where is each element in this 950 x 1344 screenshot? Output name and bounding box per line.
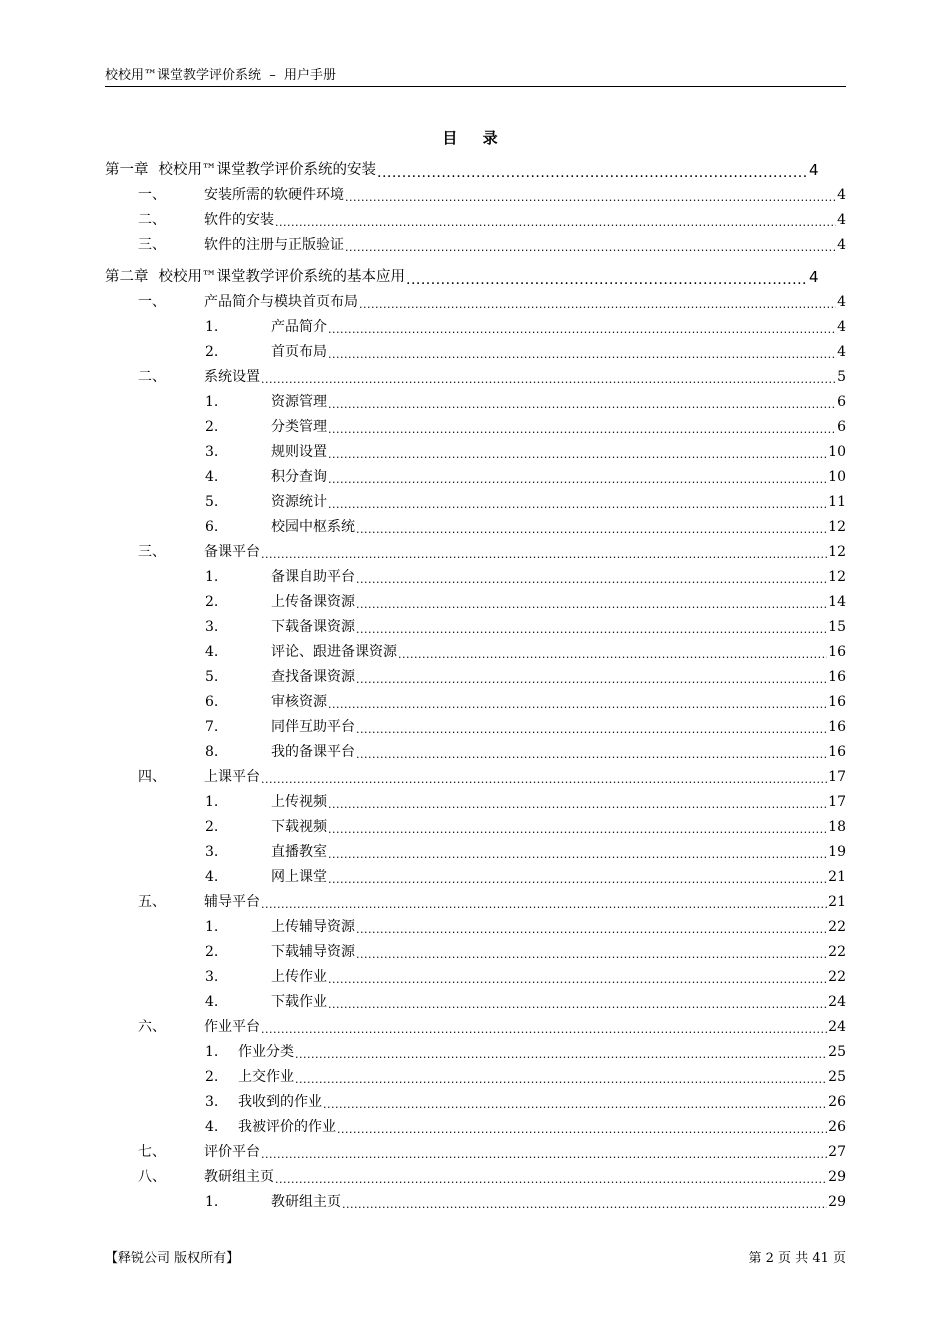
toc-dot-leader: [328, 343, 836, 361]
toc-entry[interactable]: [105, 1039, 846, 1064]
toc-dot-leader: [328, 393, 836, 411]
toc-entry-page: 29: [828, 1169, 846, 1185]
toc-entry-title: 下载辅导资源: [271, 944, 355, 960]
toc-chapter-entry[interactable]: [105, 257, 846, 289]
toc-entry-title: 产品简介: [271, 319, 327, 335]
toc-dot-leader: [328, 418, 836, 436]
toc-entry[interactable]: [105, 314, 846, 339]
toc-entry-title: 安装所需的软硬件环境: [204, 187, 344, 203]
toc-entry-page: 21: [828, 869, 846, 885]
page-footer: [105, 1249, 846, 1269]
toc-entry-page: 12: [828, 519, 846, 535]
toc-dot-leader: [328, 968, 827, 986]
toc-entry-page: 26: [828, 1119, 846, 1135]
toc-entry[interactable]: [105, 914, 846, 939]
toc-dot-leader: [328, 818, 827, 836]
toc-entry[interactable]: [105, 739, 846, 764]
toc-entry-number: 2.: [205, 594, 219, 610]
toc-dot-leader: [261, 543, 827, 561]
toc-entry-page: 18: [828, 819, 846, 835]
toc-dot-leader: [345, 236, 836, 254]
toc-entry-title: 上课平台: [204, 769, 260, 785]
toc-chapter-entry[interactable]: [105, 150, 846, 182]
toc-entry-number: 2.: [205, 344, 219, 360]
toc-entry-title: 软件的注册与正版验证: [204, 237, 344, 253]
toc-entry[interactable]: [105, 1164, 846, 1189]
toc-entry-number: 2.: [205, 819, 219, 835]
toc-entry-number: 六、: [138, 1019, 166, 1035]
toc-dot-leader: [345, 186, 836, 204]
toc-entry[interactable]: [105, 289, 846, 314]
toc-dot-leader: [261, 768, 827, 786]
footer-copyright: 【释锐公司 版权所有】: [105, 1251, 240, 1266]
toc-dot-leader: [328, 843, 827, 861]
toc-entry-title: 资源统计: [271, 494, 327, 510]
toc-dot-leader: [261, 1143, 827, 1161]
toc-dot-leader: [328, 993, 827, 1011]
toc-entry-number: 3.: [205, 844, 219, 860]
toc-entry-page: 4: [809, 161, 819, 179]
toc-entry-page: 25: [828, 1069, 846, 1085]
toc-dot-leader: [275, 1168, 827, 1186]
toc-entry-number: 1.: [205, 319, 219, 335]
toc-entry-page: 4: [809, 268, 819, 286]
toc-dot-leader: [261, 893, 827, 911]
toc-entry-page: 15: [828, 619, 846, 635]
toc-entry[interactable]: [105, 1114, 846, 1139]
toc-entry-title: 分类管理: [271, 419, 327, 435]
toc-entry-number: 1.: [205, 794, 219, 810]
toc-entry[interactable]: [105, 589, 846, 614]
table-of-contents: [105, 150, 846, 1214]
toc-dot-leader: [328, 493, 827, 511]
toc-entry-title: 我收到的作业: [238, 1094, 322, 1110]
toc-dot-leader: [328, 693, 827, 711]
toc-entry-page: 4: [837, 344, 846, 360]
toc-entry[interactable]: [105, 989, 846, 1014]
toc-entry-page: 17: [828, 794, 846, 810]
toc-entry-page: 24: [828, 1019, 846, 1035]
toc-dot-leader: [342, 1193, 827, 1211]
toc-entry[interactable]: [105, 182, 846, 207]
toc-entry-number: 五、: [138, 894, 166, 910]
toc-dot-leader: [398, 643, 827, 661]
toc-entry-title: 上传作业: [271, 969, 327, 985]
toc-entry-page: 22: [828, 969, 846, 985]
toc-entry-number: 2.: [205, 419, 219, 435]
toc-entry-number: 七、: [138, 1144, 166, 1160]
toc-entry-number: 5.: [205, 494, 219, 510]
toc-entry[interactable]: [105, 889, 846, 914]
toc-entry[interactable]: [105, 1014, 846, 1039]
toc-entry[interactable]: [105, 514, 846, 539]
toc-dot-leader: [356, 618, 827, 636]
toc-entry-title: 网上课堂: [271, 869, 327, 885]
toc-entry-page: 29: [828, 1194, 846, 1210]
toc-dot-leader: [328, 793, 827, 811]
toc-dot-leader: [295, 1068, 827, 1086]
toc-entry[interactable]: [105, 689, 846, 714]
toc-entry-number: 4.: [205, 644, 219, 660]
toc-entry-number: 二、: [138, 369, 166, 385]
toc-entry-title: 校校用™课堂教学评价系统的安装: [158, 162, 376, 178]
toc-entry[interactable]: [105, 1089, 846, 1114]
toc-entry-number: 第二章: [105, 269, 149, 285]
toc-entry-title: 我的备课平台: [271, 744, 355, 760]
toc-entry[interactable]: [105, 489, 846, 514]
toc-entry[interactable]: [105, 564, 846, 589]
toc-entry-number: 1.: [205, 919, 219, 935]
toc-entry-title: 辅导平台: [204, 894, 260, 910]
toc-entry[interactable]: [105, 614, 846, 639]
toc-entry-title: 下载备课资源: [271, 619, 355, 635]
toc-dot-leader: [356, 943, 827, 961]
toc-entry-page: 27: [828, 1144, 846, 1160]
toc-entry-title: 作业平台: [204, 1019, 260, 1035]
toc-dot-leader: [337, 1118, 827, 1136]
toc-entry[interactable]: [105, 839, 846, 864]
toc-entry-page: 16: [828, 669, 846, 685]
toc-dot-leader: [295, 1043, 827, 1061]
toc-entry-page: 17: [828, 769, 846, 785]
toc-entry-title: 同伴互助平台: [271, 719, 355, 735]
toc-dot-leader: [356, 918, 827, 936]
toc-entry-number: 4.: [205, 1119, 219, 1135]
toc-entry-title: 评价平台: [204, 1144, 260, 1160]
toc-entry[interactable]: [105, 207, 846, 232]
toc-dot-leader: [377, 161, 808, 179]
toc-dot-leader: [328, 443, 827, 461]
toc-entry[interactable]: [105, 939, 846, 964]
toc-dot-leader: [328, 318, 836, 336]
toc-entry-title: 作业分类: [238, 1044, 294, 1060]
toc-entry-page: 16: [828, 744, 846, 760]
toc-entry-page: 25: [828, 1044, 846, 1060]
toc-entry-title: 教研组主页: [271, 1194, 341, 1210]
toc-entry-number: 一、: [138, 187, 166, 203]
toc-entry-page: 22: [828, 919, 846, 935]
toc-entry-page: 6: [837, 419, 846, 435]
toc-entry-page: 4: [837, 212, 846, 228]
toc-entry-number: 3.: [205, 1094, 219, 1110]
toc-entry-title: 积分查询: [271, 469, 327, 485]
toc-dot-leader: [356, 668, 827, 686]
toc-entry[interactable]: [105, 764, 846, 789]
toc-entry-title: 校园中枢系统: [271, 519, 355, 535]
toc-entry-page: 16: [828, 719, 846, 735]
toc-entry-page: 5: [837, 369, 846, 385]
toc-entry-page: 12: [828, 544, 846, 560]
toc-entry[interactable]: [105, 639, 846, 664]
toc-entry-page: 4: [837, 319, 846, 335]
toc-entry-title: 下载视频: [271, 819, 327, 835]
toc-entry[interactable]: [105, 539, 846, 564]
toc-entry-title: 评论、跟进备课资源: [271, 644, 397, 660]
toc-entry-title: 备课自助平台: [271, 569, 355, 585]
toc-entry-page: 26: [828, 1094, 846, 1110]
toc-entry-title: 上传视频: [271, 794, 327, 810]
toc-entry[interactable]: [105, 964, 846, 989]
toc-entry[interactable]: [105, 364, 846, 389]
toc-dot-leader: [356, 568, 827, 586]
toc-entry-page: 11: [828, 494, 846, 510]
toc-entry-page: 19: [828, 844, 846, 860]
toc-entry-page: 4: [837, 187, 846, 203]
toc-entry-number: 5.: [205, 669, 219, 685]
toc-entry-title: 审核资源: [271, 694, 327, 710]
toc-entry[interactable]: [105, 714, 846, 739]
toc-entry-page: 16: [828, 644, 846, 660]
toc-entry-title: 首页布局: [271, 344, 327, 360]
toc-entry-number: 6.: [205, 519, 219, 535]
toc-dot-leader: [328, 868, 827, 886]
toc-entry[interactable]: [105, 439, 846, 464]
toc-dot-leader: [356, 743, 827, 761]
toc-entry-page: 10: [828, 469, 846, 485]
toc-entry-title: 规则设置: [271, 444, 327, 460]
toc-dot-leader: [356, 593, 827, 611]
toc-entry-page: 10: [828, 444, 846, 460]
toc-entry-page: 16: [828, 694, 846, 710]
toc-entry-page: 12: [828, 569, 846, 585]
toc-title: 目 录: [442, 129, 508, 147]
toc-entry-title: 查找备课资源: [271, 669, 355, 685]
toc-entry-number: 1.: [205, 1194, 219, 1210]
toc-entry-title: 我被评价的作业: [238, 1119, 336, 1135]
toc-entry-number: 三、: [138, 544, 166, 560]
toc-entry-number: 四、: [138, 769, 166, 785]
toc-entry-number: 3.: [205, 444, 219, 460]
toc-dot-leader: [261, 368, 836, 386]
toc-dot-leader: [356, 718, 827, 736]
toc-entry-number: 3.: [205, 619, 219, 635]
toc-entry-title: 校校用™课堂教学评价系统的基本应用: [158, 269, 405, 285]
toc-entry-number: 三、: [138, 237, 166, 253]
toc-entry[interactable]: [105, 232, 846, 257]
page-header: 校校用™课堂教学评价系统 – 用户手册: [105, 66, 846, 87]
toc-entry-title: 教研组主页: [204, 1169, 274, 1185]
toc-entry[interactable]: [105, 464, 846, 489]
toc-entry-title: 备课平台: [204, 544, 260, 560]
toc-entry-number: 2.: [205, 944, 219, 960]
toc-entry-page: 14: [828, 594, 846, 610]
toc-entry-number: 一、: [138, 294, 166, 310]
toc-entry-number: 1.: [205, 569, 219, 585]
toc-entry[interactable]: [105, 1189, 846, 1214]
toc-entry-title: 上传备课资源: [271, 594, 355, 610]
toc-entry-number: 4.: [205, 469, 219, 485]
toc-dot-leader: [323, 1093, 827, 1111]
toc-dot-leader: [261, 1018, 827, 1036]
toc-entry-title: 上交作业: [238, 1069, 294, 1085]
toc-entry-number: 8.: [205, 744, 219, 760]
toc-entry-page: 4: [837, 237, 846, 253]
toc-dot-leader: [406, 268, 808, 286]
toc-entry[interactable]: [105, 814, 846, 839]
toc-entry-title: 下载作业: [271, 994, 327, 1010]
toc-entry[interactable]: [105, 339, 846, 364]
toc-entry[interactable]: [105, 864, 846, 889]
toc-dot-leader: [275, 211, 836, 229]
toc-entry[interactable]: [105, 1064, 846, 1089]
toc-entry[interactable]: [105, 664, 846, 689]
toc-entry[interactable]: [105, 789, 846, 814]
toc-entry-page: 6: [837, 394, 846, 410]
toc-entry-page: 22: [828, 944, 846, 960]
toc-entry[interactable]: [105, 1139, 846, 1164]
toc-entry-number: 1.: [205, 1044, 219, 1060]
toc-entry-number: 4.: [205, 994, 219, 1010]
toc-entry-number: 6.: [205, 694, 219, 710]
toc-entry-title: 资源管理: [271, 394, 327, 410]
toc-entry-number: 2.: [205, 1069, 219, 1085]
toc-entry-title: 上传辅导资源: [271, 919, 355, 935]
toc-entry-title: 直播教室: [271, 844, 327, 860]
toc-entry-number: 八、: [138, 1169, 166, 1185]
toc-dot-leader: [359, 293, 836, 311]
toc-entry[interactable]: [105, 414, 846, 439]
toc-entry-number: 1.: [205, 394, 219, 410]
footer-page-number: 第 2 页 共 41 页: [748, 1251, 846, 1266]
toc-entry-number: 7.: [205, 719, 219, 735]
toc-entry-number: 二、: [138, 212, 166, 228]
toc-entry-page: 21: [828, 894, 846, 910]
toc-entry-page: 24: [828, 994, 846, 1010]
toc-entry-number: 4.: [205, 869, 219, 885]
toc-entry-page: 4: [837, 294, 846, 310]
toc-entry-title: 系统设置: [204, 369, 260, 385]
toc-entry[interactable]: [105, 389, 846, 414]
toc-entry-title: 产品简介与模块首页布局: [204, 294, 358, 310]
toc-dot-leader: [328, 468, 827, 486]
toc-dot-leader: [356, 518, 827, 536]
toc-entry-number: 第一章: [105, 162, 149, 178]
toc-entry-number: 3.: [205, 969, 219, 985]
toc-entry-title: 软件的安装: [204, 212, 274, 228]
